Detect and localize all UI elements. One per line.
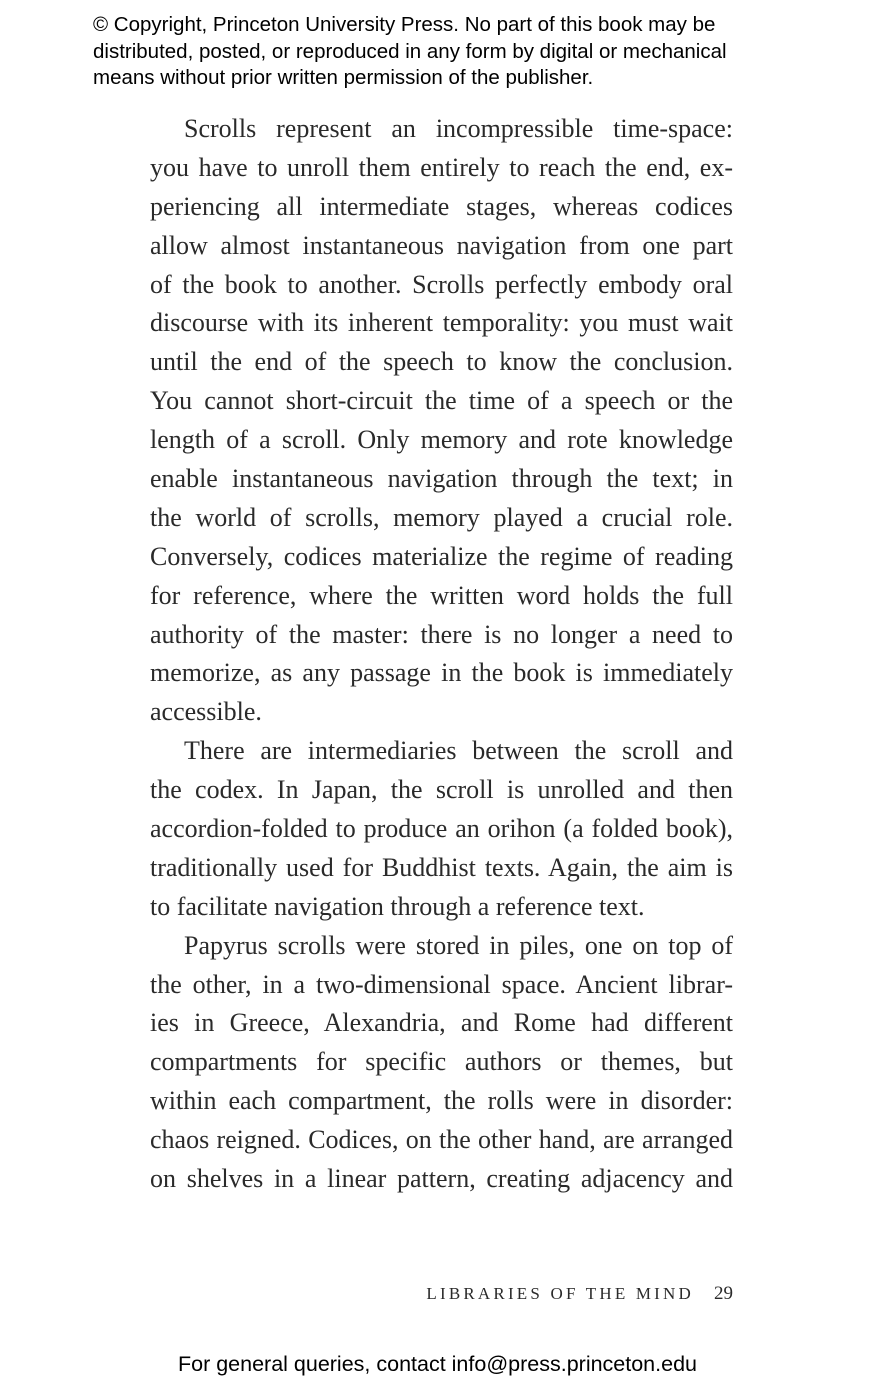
text-line: There are intermediaries between the scroll and xyxy=(184,736,733,766)
copyright-notice xyxy=(93,12,813,92)
running-footer xyxy=(426,1283,733,1305)
text-line: memorize, as any passage in the book is immediately xyxy=(150,658,733,688)
text-line: chaos reigned. Codices, on the other hand, are arranged xyxy=(150,1125,733,1155)
text-line: periencing all intermediate stages, whereas codices xyxy=(150,191,733,221)
text-line: You cannot short-circuit the time of a speech or the xyxy=(150,386,733,416)
text-line: accessible. xyxy=(150,697,262,727)
text-line: authority of the master: there is no longer a need to xyxy=(150,619,733,649)
text-line: Papyrus scrolls were stored in piles, one on top of xyxy=(184,930,733,960)
text-line: ies in Greece, Alexandria, and Rome had different xyxy=(150,1008,733,1038)
body-text xyxy=(150,110,733,1199)
running-head: LIBRARIES OF THE MIND xyxy=(426,1284,694,1303)
text-line: until the end of the speech to know the conclusion. xyxy=(150,347,733,377)
text-line: the other, in a two-dimensional space. Ancient librar- xyxy=(150,969,733,999)
text-line: to facilitate navigation through a reference text. xyxy=(150,891,645,921)
text-line: compartments for specific authors or themes, but xyxy=(150,1047,733,1077)
text-line: you have to unroll them entirely to reach the end, ex- xyxy=(150,152,733,182)
text-line: within each compartment, the rolls were in disorder: xyxy=(150,1086,733,1116)
text-line: the codex. In Japan, the scroll is unrolled and then xyxy=(150,775,733,805)
text-line: of the book to another. Scrolls perfectly embody oral xyxy=(150,269,733,299)
text-line: length of a scroll. Only memory and rote knowledge xyxy=(150,425,733,455)
contact-footer: For general queries, contact info@press.princeton.edu xyxy=(177,1352,697,1376)
page-number: 29 xyxy=(714,1283,733,1304)
copyright-line: © Copyright, Princeton University Press. No part of this book may be xyxy=(93,13,716,36)
text-line: allow almost instantaneous navigation from one part xyxy=(150,230,733,260)
text-line: traditionally used for Buddhist texts. Again, the aim is xyxy=(150,852,733,882)
text-line: on shelves in a linear pattern, creating adjacency and xyxy=(150,1164,733,1194)
copyright-line: means without prior written permission of the publisher. xyxy=(93,66,594,89)
text-line: the world of scrolls, memory played a crucial role. xyxy=(150,502,733,532)
text-line: Scrolls represent an incompressible time-space: xyxy=(184,114,733,143)
text-line: for reference, where the written word holds the full xyxy=(150,580,733,610)
copyright-line: distributed, posted, or reproduced in any form by digital or mechanical xyxy=(93,39,727,63)
text-line: Conversely, codices materialize the regime of reading xyxy=(150,541,733,571)
text-line: enable instantaneous navigation through the text; in xyxy=(150,464,733,494)
text-line: accordion-folded to produce an orihon (a folded book), xyxy=(150,814,733,844)
text-line: discourse with its inherent temporality: you must wait xyxy=(150,308,733,338)
